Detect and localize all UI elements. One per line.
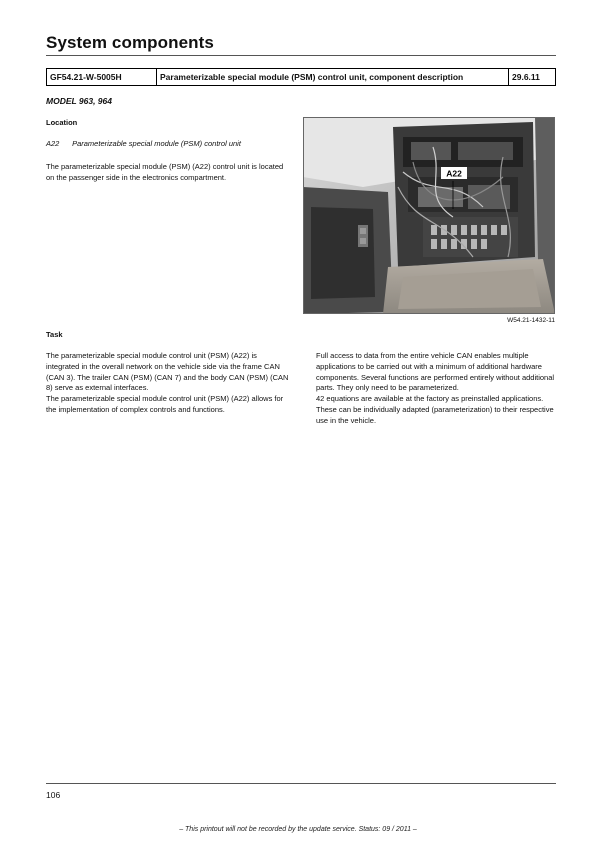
task-heading: Task	[46, 330, 63, 339]
electronics-compartment-photo	[303, 117, 555, 314]
figure-label-a22: A22	[446, 168, 462, 179]
location-paragraph: The parameterizable special module (PSM) (A22) control unit is located on the passenger side in the electronics compartment.	[46, 162, 284, 182]
document-id: GF54.21-W-5005H	[47, 69, 157, 85]
location-heading: Location	[46, 118, 78, 127]
figure-caption	[46, 139, 241, 148]
document-header-table	[46, 68, 556, 86]
task-left-column	[46, 351, 291, 416]
page-title: System components	[46, 33, 214, 52]
document-title: Parameterizable special module (PSM) control unit, component description	[157, 69, 509, 85]
task-right-paragraph: Full access to data from the entire vehicle CAN enables multiple applications to be carried out with a minimum of additional hardware components. Several functions are performed entirely without additional parts. They only need to be parameterized.	[316, 351, 555, 393]
footer-note: – This printout will not be recorded by the update service. Status: 09 / 2011 –	[179, 826, 417, 833]
model-line: MODEL 963, 964	[46, 96, 112, 106]
figure-id: W54.21-1432-11	[507, 317, 555, 324]
title-divider	[46, 55, 556, 56]
caption-text: Parameterizable special module (PSM) control unit	[72, 139, 241, 148]
footer-divider	[46, 783, 556, 784]
page-number: 106	[46, 790, 61, 800]
task-right-paragraph: 42 equations are available at the factory as preinstalled applications. These can be individually adapted (parameterization) to their respective use in the vehicle.	[316, 394, 554, 425]
caption-code: A22	[46, 139, 60, 148]
document-date: 29.6.11	[512, 72, 540, 82]
task-right-column	[316, 351, 556, 427]
task-left-paragraph: The parameterizable special module control unit (PSM) (A22) allows for the implementation of complex controls and functions.	[46, 394, 284, 414]
task-left-paragraph: The parameterizable special module control unit (PSM) (A22) is integrated in the overall network on the vehicle side via the frame CAN (CAN 3). The trailer CAN (PSM) (CAN 7) and the body CAN (PSM) (CAN 8) serve as external interfaces.	[46, 351, 289, 393]
